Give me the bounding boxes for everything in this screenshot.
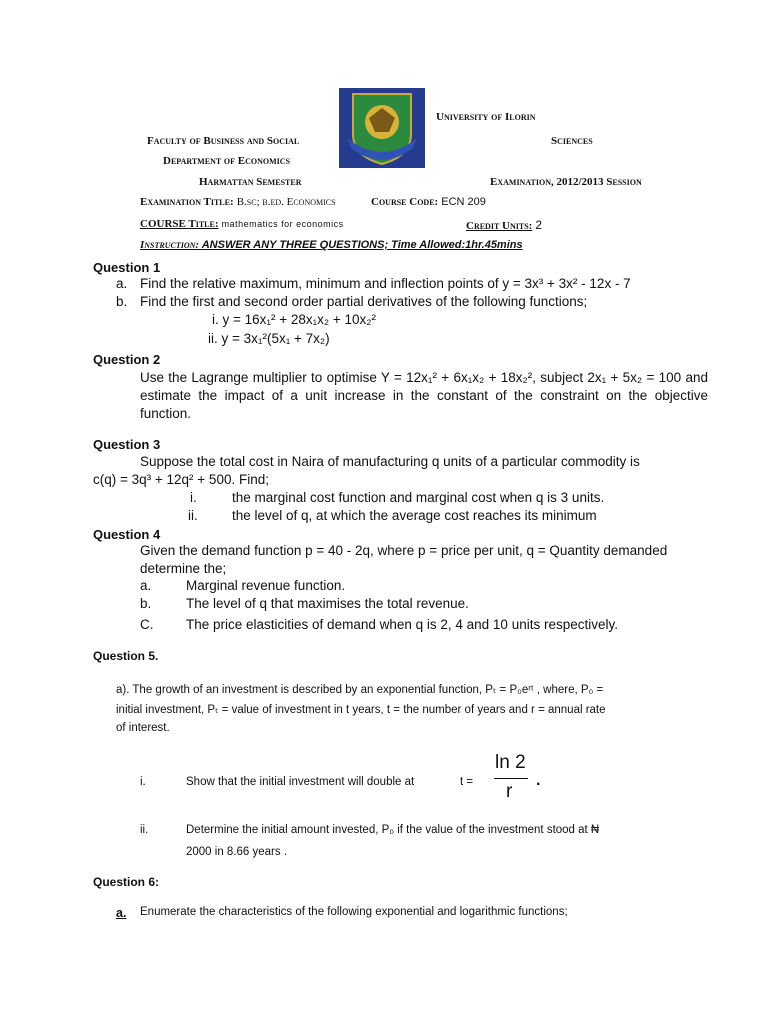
exam-title-row <box>140 196 336 208</box>
exam-session: Examination, 2012/2013 Session <box>490 176 642 188</box>
credit-units-row <box>466 218 542 232</box>
q4-c-label: C. <box>140 617 154 632</box>
semester: Harmattan Semester <box>199 176 302 188</box>
q5-ii-line-1: Determine the initial amount invested, P₀ if the value of the investment stood at ₦ <box>186 824 600 836</box>
q4-b-label: b. <box>140 596 152 611</box>
q5-i-eq: t = <box>460 776 474 788</box>
q3-line-1: Suppose the total cost in Naira of manufacturing q units of a particular commodity is <box>140 454 640 469</box>
exam-title-value: B.sc; b.ed. Economics <box>236 196 336 208</box>
q4-b-text: The level of q that maximises the total revenue. <box>186 596 469 611</box>
q1-b-label: b. <box>116 294 128 309</box>
course-title-row <box>140 218 344 230</box>
question-6-title: Question 6: <box>93 875 160 889</box>
q2-text: Use the Lagrange multiplier to optimise Y = 12x₁² + 6x₁x₂ + 18x₂², subject 2x₁ + 5x₂ = 100 and estimate the impact of a unit increase in the constant of the constraint on the objective function. <box>140 370 708 421</box>
q5-ii-line-2: 2000 in 8.66 years . <box>186 846 288 858</box>
q1-b-ii: ii. y = 3x₁²(5x₁ + 7x₂) <box>208 331 330 346</box>
question-5-title: Question 5. <box>93 649 159 663</box>
q4-line-1: Given the demand function p = 40 - 2q, where p = price per unit, q = Quantity demanded <box>140 543 668 558</box>
question-1-title: Question 1 <box>93 260 161 275</box>
faculty-name: Faculty of Business and Social <box>147 135 300 147</box>
faculty-name-continued: Sciences <box>551 135 593 147</box>
course-code-label: Course Code: <box>371 196 439 208</box>
question-4-title: Question 4 <box>93 527 161 542</box>
fraction-numerator: ln 2 <box>495 752 526 773</box>
q5-a-line-1: a). The growth of an investment is described by an exponential function, Pₜ = P₀eʳᵗ , where, P₀ = <box>116 684 604 696</box>
credit-units-value: 2 <box>535 218 543 232</box>
q1-b-i: i. y = 16x₁² + 28x₁x₂ + 10x₂² <box>212 312 377 327</box>
q4-a-label: a. <box>140 578 152 593</box>
q3-i-text: the marginal cost function and marginal cost when q is 3 units. <box>232 490 605 505</box>
fraction-denominator: r <box>506 781 513 802</box>
q5-a-line-3: of interest. <box>116 722 170 734</box>
credit-units-label: Credit Units: <box>466 220 533 232</box>
course-title-value: mathematics for economics <box>221 219 344 229</box>
instruction <box>140 239 523 251</box>
question-2-title: Question 2 <box>93 352 161 367</box>
course-code-row <box>371 196 486 208</box>
exam-title-label: Examination Title: <box>140 196 234 208</box>
q3-i-label: i. <box>190 490 197 505</box>
instruction-label: Instruction: <box>140 239 200 251</box>
fraction-bar <box>494 778 528 779</box>
q3-ii-text: the level of q, at which the average cost reaches its minimum <box>232 508 597 523</box>
q6-a-text: Enumerate the characteristics of the following exponential and logarithmic functions; <box>140 906 568 918</box>
q3-ii-label: ii. <box>188 508 198 523</box>
course-title-label: COURSE Title: <box>140 218 219 230</box>
q1-b-text: Find the first and second order partial derivatives of the following functions; <box>140 294 588 309</box>
q4-a-text: Marginal revenue function. <box>186 578 346 593</box>
q1-a-label: a. <box>116 276 128 291</box>
fraction-period: . <box>536 772 541 789</box>
course-code-value: ECN 209 <box>441 196 486 208</box>
q6-a-label: a. <box>116 906 127 920</box>
q4-c-text: The price elasticities of demand when q is 2, 4 and 10 units respectively. <box>186 617 618 632</box>
department-name: Department of Economics <box>163 155 291 167</box>
q1-a-text: Find the relative maximum, minimum and inflection points of y = 3x³ + 3x² - 12x - 7 <box>140 276 631 291</box>
question-3-title: Question 3 <box>93 437 161 452</box>
instruction-text: ANSWER ANY THREE QUESTIONS; Time Allowed:1hr.45mins <box>201 239 523 251</box>
q5-a-line-2: initial investment, Pₜ = value of investment in t years, t = the number of years and r = annual rate <box>116 704 606 716</box>
q4-line-2: determine the; <box>140 561 227 576</box>
q3-line-2: c(q) = 3q³ + 12q² + 500. Find; <box>93 472 269 487</box>
q5-i-label: i. <box>140 776 146 788</box>
university-name: University of Ilorin <box>436 111 536 123</box>
q5-i-text: Show that the initial investment will double at <box>186 776 415 788</box>
q5-ii-label: ii. <box>140 824 149 836</box>
university-logo <box>339 88 425 168</box>
